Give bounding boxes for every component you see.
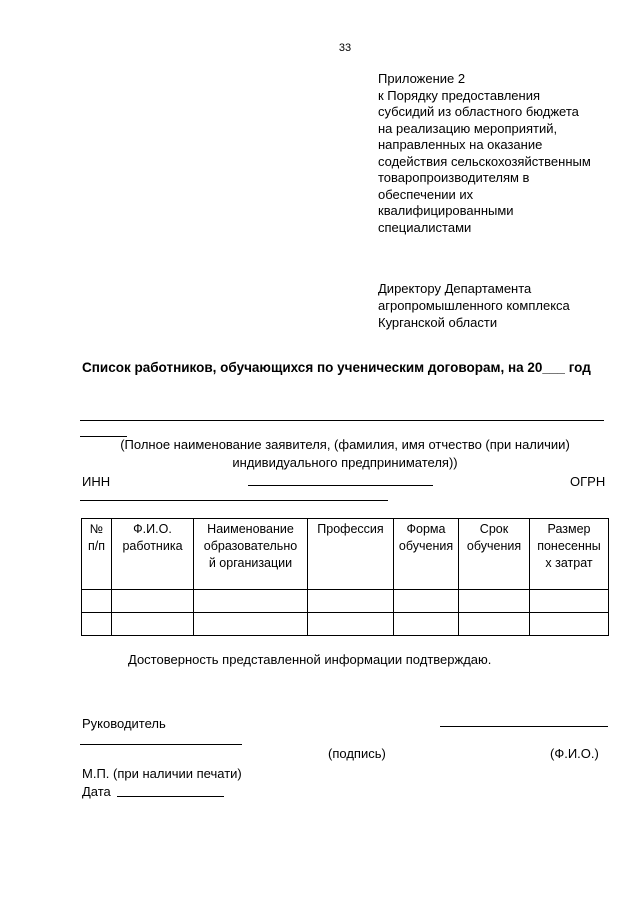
header-text: Размер	[547, 522, 591, 536]
header-text: Ф.И.О.	[133, 522, 172, 536]
table-cell	[112, 613, 194, 636]
header-cell-institution	[194, 519, 308, 590]
header-text: образовательно	[203, 539, 298, 553]
annex-line: специалистами	[378, 219, 472, 235]
table-cell	[530, 613, 609, 636]
annex-line: к Порядку предоставления	[378, 87, 540, 103]
header-text: Наименование	[207, 522, 294, 536]
header-text: Форма	[406, 522, 446, 536]
table-cell	[530, 590, 609, 613]
addressee-block	[378, 280, 628, 331]
annex-block	[378, 71, 628, 236]
annex-line: содействия сельскохозяйственным	[378, 153, 591, 169]
head-label: Руководитель	[82, 716, 166, 731]
addressee-line: агропромышленного комплекса	[378, 298, 570, 313]
table-cell	[308, 590, 394, 613]
header-text: Срок	[479, 522, 509, 536]
header-text: х затрат	[545, 556, 593, 570]
document-title: Список работников, обучающихся по ученическим договорам, на 20___ год	[82, 360, 591, 375]
header-cell-fio	[112, 519, 194, 590]
header-text: обучения	[466, 539, 522, 553]
table-cell	[308, 613, 394, 636]
table-cell	[194, 590, 308, 613]
signature-field-line	[80, 744, 242, 745]
table-row	[82, 590, 609, 613]
addressee-line: Курганской области	[378, 315, 498, 330]
header-cell-number	[82, 519, 112, 590]
table-cell	[194, 613, 308, 636]
name-caption: (Ф.И.О.)	[550, 746, 599, 761]
signature-caption: (подпись)	[328, 746, 386, 761]
ogrn-label: ОГРН	[570, 474, 606, 489]
header-text: п/п	[87, 539, 105, 553]
table-header-row	[82, 519, 609, 590]
annex-line: обеспечении их	[378, 186, 474, 202]
annex-line: Приложение 2	[378, 71, 466, 86]
applicant-caption-line1: (Полное наименование заявителя, (фамилия, имя отчество (при наличии)	[120, 437, 570, 452]
confirmation-text: Достоверность представленной информации подтверждаю.	[128, 652, 492, 667]
date-field-line	[117, 796, 224, 797]
header-text: обучения	[398, 539, 454, 553]
annex-line: квалифицированными	[378, 203, 514, 218]
name-field-line	[440, 726, 608, 727]
header-text: Профессия	[317, 522, 384, 536]
table-cell	[459, 590, 530, 613]
table-cell	[394, 590, 459, 613]
annex-line: на реализацию мероприятий,	[378, 120, 558, 136]
table-cell	[82, 613, 112, 636]
header-text: работника	[122, 539, 183, 553]
inn-field-line	[248, 485, 433, 486]
workers-table	[81, 518, 609, 636]
table-cell	[112, 590, 194, 613]
header-text: понесенны	[537, 539, 601, 553]
applicant-caption-line2: индивидуального предпринимателя))	[232, 455, 458, 470]
table-cell	[459, 613, 530, 636]
inn-label: ИНН	[82, 474, 111, 489]
header-cell-study-form	[394, 519, 459, 590]
header-cell-costs	[530, 519, 609, 590]
page-number: 33	[338, 42, 352, 54]
table-cell	[394, 613, 459, 636]
stamp-label: М.П. (при наличии печати)	[82, 766, 242, 781]
annex-line: субсидий из областного бюджета	[378, 104, 579, 119]
table-row	[82, 613, 609, 636]
annex-line: направленных на оказание	[378, 137, 543, 152]
applicant-name-line	[80, 420, 604, 421]
header-cell-profession	[308, 519, 394, 590]
header-text: й организации	[208, 556, 293, 570]
addressee-line: Директору Департамента	[378, 281, 532, 296]
header-text: №	[89, 522, 104, 536]
ogrn-field-line	[80, 500, 388, 501]
table-cell	[82, 590, 112, 613]
header-cell-study-term	[459, 519, 530, 590]
annex-line: товаропроизводителям в	[378, 170, 530, 185]
date-label: Дата	[82, 784, 111, 799]
